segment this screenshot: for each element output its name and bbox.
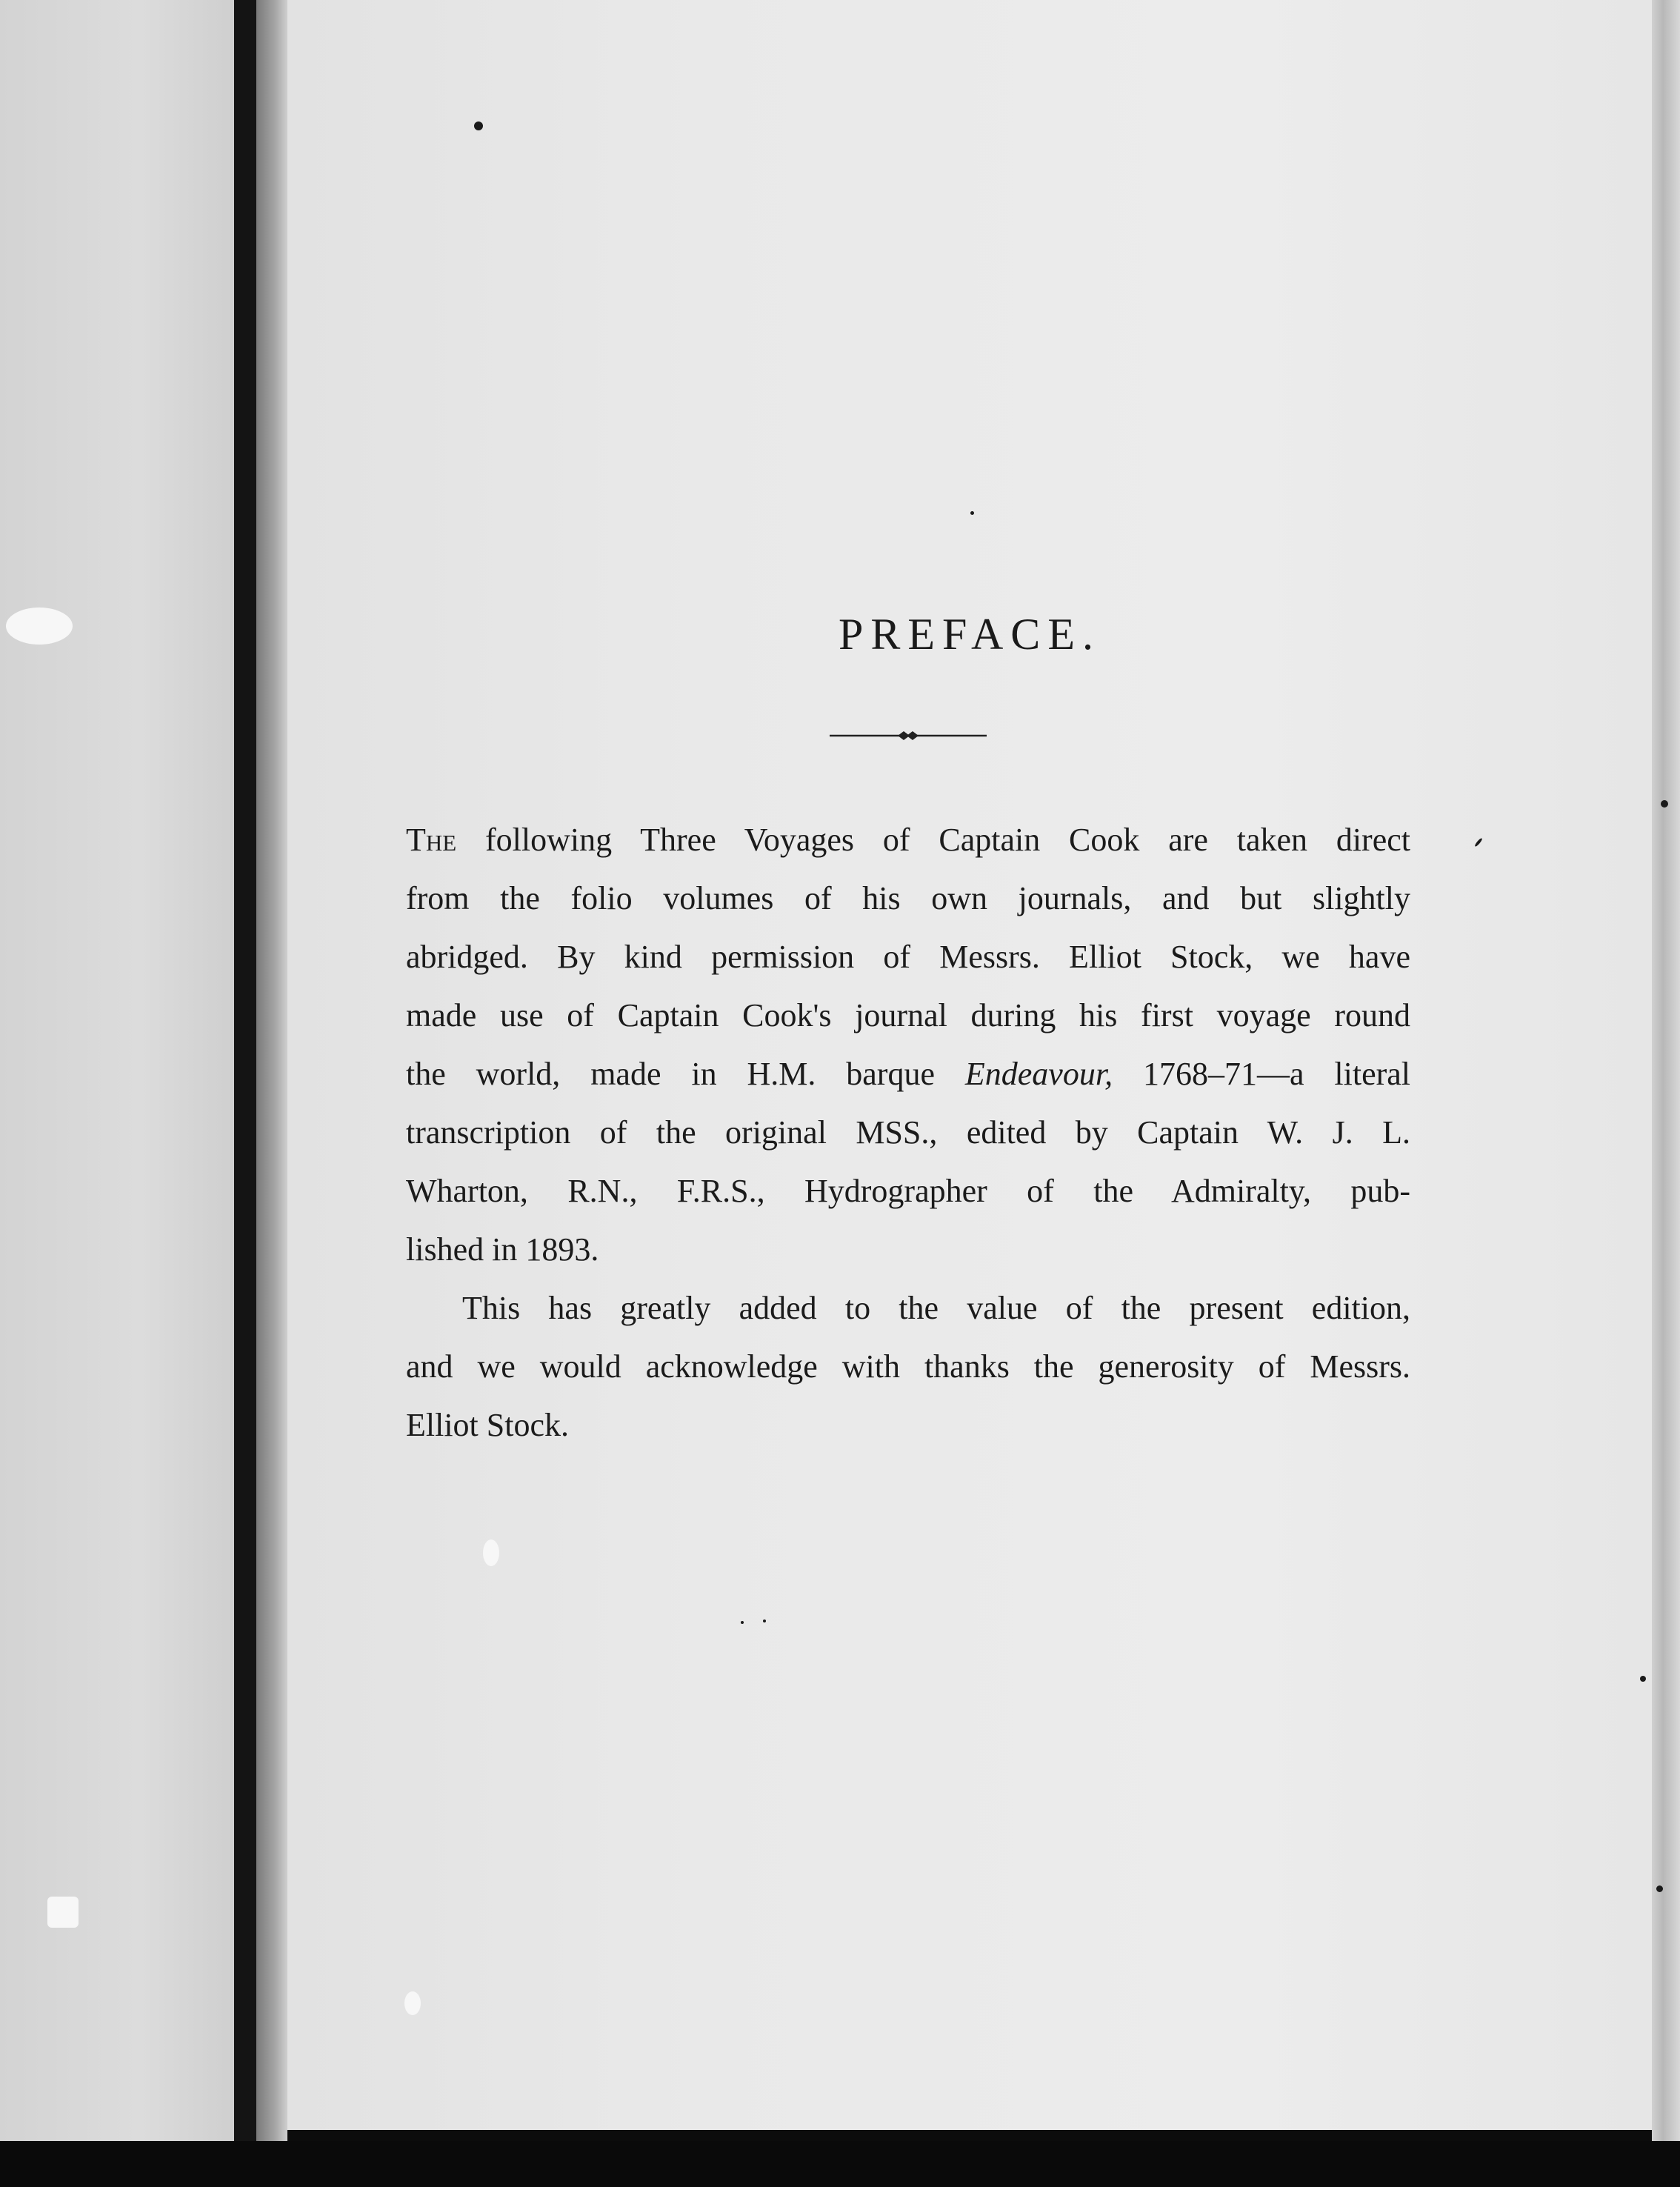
text-line: from the folio volumes of his own journals, and but slightly [406,880,1410,916]
book-gutter [234,0,256,2141]
ink-speck [1661,800,1668,808]
line-text: 1768–71—a literal [1113,1056,1411,1092]
ink-speck [970,511,974,515]
ink-speck [474,122,483,130]
text-line: This has greatly added to the value of the present edition, [462,1290,1410,1326]
line-text: following Three Voyages of Captain Cook are taken direct [456,822,1410,858]
text-line [406,1045,1410,1103]
drop-lead-word: The [406,822,457,858]
ink-speck [1640,1676,1646,1682]
text-line: made use of Captain Cook's journal during his first voyage round [406,997,1410,1033]
text-line [406,810,1410,869]
left-page-edge [0,0,234,2141]
paper-blemish [483,1539,499,1566]
title-ornament-rule [830,730,987,741]
text-line: abridged. By kind permission of Messrs. Elliot Stock, we have [406,939,1410,975]
gutter-shadow [256,0,287,2141]
page-title: PREFACE. [839,610,1101,659]
paper-blemish [6,608,73,645]
text-line: Elliot Stock. [406,1407,569,1443]
text-line: and we would acknowledge with thanks the generosity of Messrs. [406,1348,1410,1385]
ink-speck [741,1621,744,1624]
line-text: the world, made in H.M. barque [406,1056,965,1092]
ink-speck [763,1620,766,1622]
text-line: Wharton, R.N., F.R.S., Hydrographer of the Admiralty, pub- [406,1173,1410,1209]
ship-name: Endeavour, [964,1056,1113,1092]
ink-speck [1656,1885,1663,1892]
scan-bottom-border [0,2141,1680,2187]
text-line: lished in 1893. [406,1231,599,1268]
text-line: transcription of the original MSS., edited by Captain W. J. L. [406,1114,1410,1151]
paper-blemish [404,1991,421,2015]
right-page-edge [1652,0,1680,2187]
preface-body [406,810,1410,1454]
paper-blemish [47,1897,79,1928]
